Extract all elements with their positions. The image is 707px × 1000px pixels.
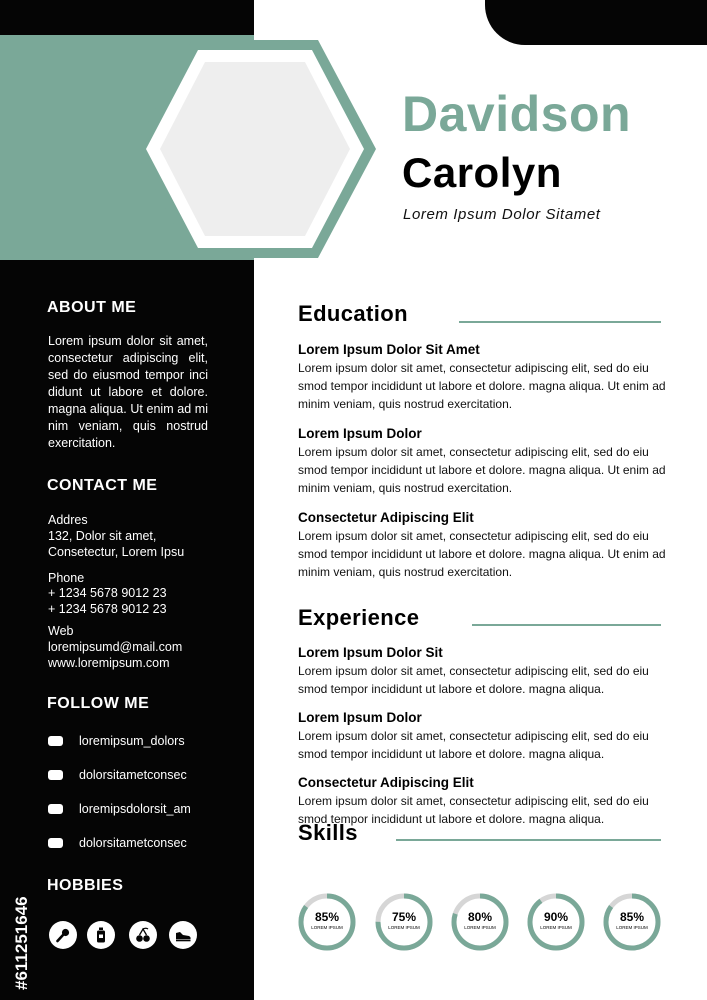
about-heading: ABOUT ME [47,299,137,316]
skill-label: LOREM IPSUM [388,925,420,930]
skill-label: LOREM IPSUM [464,925,496,930]
website-line: www.loremipsum.com [48,656,170,670]
section-divider [459,321,661,323]
experience-item-body: Lorem ipsum dolor sit amet, consectetur adipiscing elit, sed do eiu smod tempor incididunt ut labore et dolore. magna aliqua. [298,794,649,826]
skill-label: LOREM IPSUM [616,925,648,930]
social-icon [48,838,63,848]
social-item[interactable] [48,733,185,749]
skill-percent: 85% [619,910,645,924]
social-icon [48,804,63,814]
education-item-title: Consectetur Adipiscing Elit [298,510,474,525]
tagline: Lorem Ipsum Dolor Sitamet [403,206,601,223]
hobbies-heading: HOBBIES [47,877,124,894]
experience-item-body: Lorem ipsum dolor sit amet, consectetur adipiscing elit, sed do eiu smod tempor incididunt ut labore et dolore. magna aliqua. [298,729,649,761]
skill-percent: 75% [391,910,417,924]
education-item-body: Lorem ipsum dolor sit amet, consectetur adipiscing elit, sed do eiu smod tempor incididunt ut labore et dolore. magna aliqua. Ut enim ad minim veniam, quis nostrud exercitation. [298,445,666,495]
skill-percent: 80% [467,910,493,924]
cherries-icon [129,921,157,949]
skill-label: LOREM IPSUM [540,925,572,930]
corner-black-tab [485,0,707,45]
experience-item-title: Lorem Ipsum Dolor Sit [298,645,443,660]
stock-id-text: #611251646 [12,896,31,990]
contact-heading: CONTACT ME [47,477,158,494]
social-icon [48,770,63,780]
skill-meter [603,893,661,951]
education-item-title: Lorem Ipsum Dolor [298,426,422,441]
social-icon [48,736,63,746]
section-divider [472,624,661,626]
skill-label: LOREM IPSUM [311,925,343,930]
social-item[interactable] [48,835,187,851]
first-name: Davidson [402,86,632,142]
email-line: loremipsumd@mail.com [48,640,183,654]
follow-heading: FOLLOW ME [47,695,150,712]
phone-line: + 1234 5678 9012 23 [48,602,167,616]
profile-photo-frame [130,36,380,262]
skill-meter [298,893,356,951]
experience-item-title: Lorem Ipsum Dolor [298,710,422,725]
header-black-bar [0,0,254,35]
experience-heading: Experience [298,605,420,630]
skill-meter [375,893,433,951]
experience-item-body: Lorem ipsum dolor sit amet, consectetur adipiscing elit, sed do eiu smod tempor incididunt ut labore et dolore. magna aliqua. [298,664,649,696]
bottle-icon [87,921,115,949]
skill-meter [527,893,585,951]
education-item-body: Lorem ipsum dolor sit amet, consectetur adipiscing elit, sed do eiu smod tempor incididunt ut labore et dolore. magna aliqua. Ut enim ad minim veniam, quis nostrud exercitation. [298,361,666,411]
section-divider [396,839,661,841]
phone-label: Phone [48,571,85,585]
skills-heading: Skills [298,820,358,845]
education-heading: Education [298,301,408,326]
education-item-body: Lorem ipsum dolor sit amet, consectetur adipiscing elit, sed do eiu smod tempor incididunt ut labore et dolore. magna aliqua. Ut enim ad minim veniam, quis nostrud exercitation. [298,529,666,579]
address-label: Addres [48,513,88,527]
experience-item-title: Consectetur Adipiscing Elit [298,775,474,790]
social-handle: dolorsitametconsec [79,768,187,782]
social-handle: dolorsitametconsec [79,836,187,850]
about-text: Lorem ipsum dolor sit amet, consectetur adipiscing elit, sed do eiusmod tempor inci didunt ut labore et dolore. magna aliqua. Ut enim ad mi nim veniam, quis nostrud exercitation. [48,334,208,450]
phone-line: + 1234 5678 9012 23 [48,586,167,600]
web-label: Web [48,624,74,638]
social-handle: loremipsum_dolors [79,734,185,748]
education-item-title: Lorem Ipsum Dolor Sit Amet [298,342,480,357]
microphone-icon [49,921,77,949]
social-item[interactable] [48,767,187,783]
address-line: 132, Dolor sit amet, [48,529,157,543]
skill-percent: 85% [314,910,340,924]
skill-meter [451,893,509,951]
sneaker-icon [169,921,197,949]
social-handle: loremipsdolorsit_am [79,802,191,816]
skill-percent: 90% [543,910,569,924]
social-item[interactable] [48,801,191,817]
last-name: Carolyn [402,149,562,196]
stock-id-watermark [8,770,34,990]
address-line: Consetectur, Lorem Ipsu [48,545,185,559]
